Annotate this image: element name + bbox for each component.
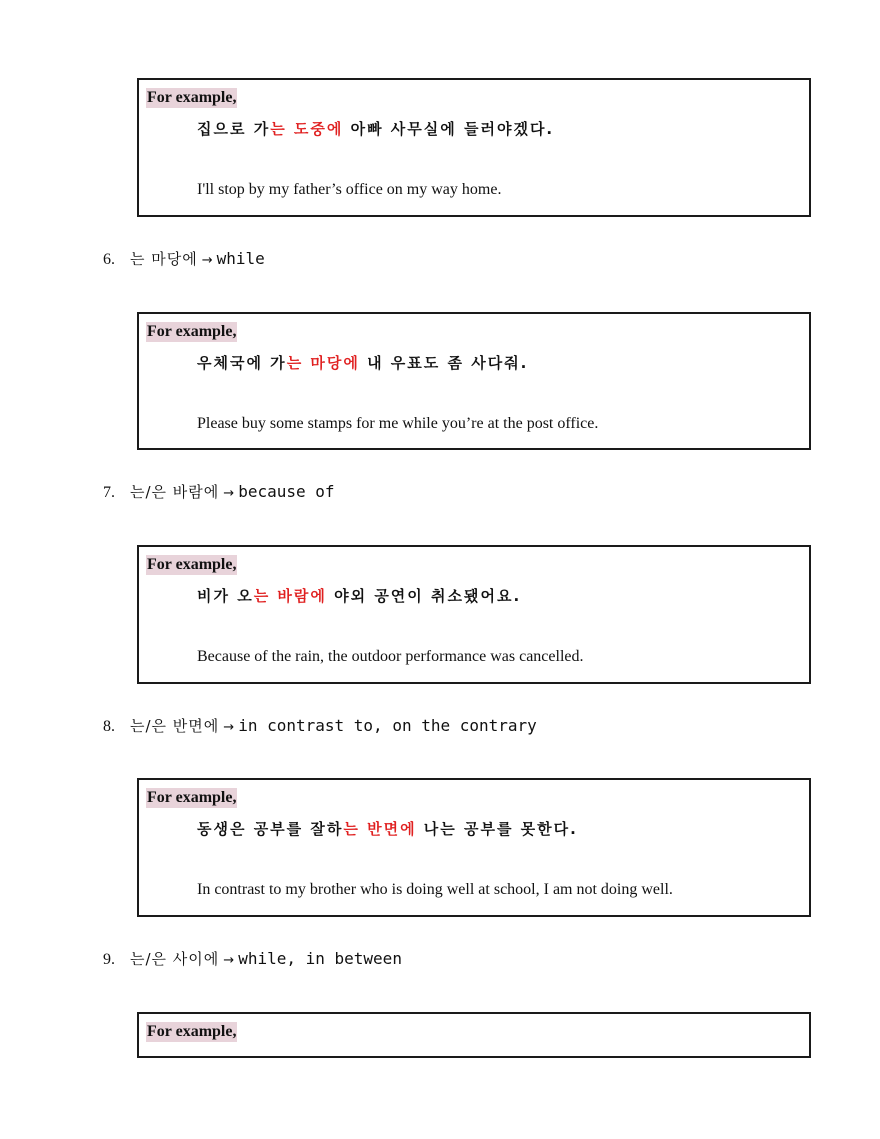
grammar-heading-8 (103, 715, 537, 739)
item-number: 8. (103, 718, 115, 735)
arrow-icon: → (223, 486, 235, 501)
example-label: For example, (147, 89, 237, 106)
korean-text: 아빠 사무실에 들러야겠다. (343, 120, 555, 138)
english-translation: Please buy some stamps for me while you’re at the post office. (197, 415, 599, 432)
english-translation: I'll stop by my father’s office on my way home. (197, 181, 502, 198)
grammar-pattern: 는 마당에 (130, 250, 198, 268)
grammar-pattern: 는/은 사이에 (130, 950, 220, 968)
english-translation: Because of the rain, the outdoor performance was cancelled. (197, 648, 584, 665)
item-number: 7. (103, 484, 115, 501)
korean-example-sentence (197, 352, 528, 374)
example-box-8 (137, 778, 811, 917)
grammar-heading-7 (103, 481, 335, 505)
example-box-7 (137, 545, 811, 684)
item-number: 9. (103, 951, 115, 968)
korean-text: 집으로 가 (197, 120, 271, 138)
example-label: For example, (147, 789, 237, 806)
arrow-icon: → (223, 953, 235, 968)
example-box-9 (137, 1012, 811, 1058)
korean-text: 우체국에 가 (197, 354, 287, 372)
english-translation: In contrast to my brother who is doing well at school, I am not doing well. (197, 881, 673, 898)
highlighted-grammar: 는 바람에 (253, 587, 327, 605)
example-box-5 (137, 78, 811, 217)
highlighted-grammar: 는 도중에 (270, 120, 344, 138)
grammar-meaning: in contrast to, on the contrary (238, 716, 537, 735)
grammar-pattern: 는/은 바람에 (130, 483, 220, 501)
item-number: 6. (103, 251, 115, 268)
arrow-icon: → (223, 720, 235, 735)
grammar-pattern: 는/은 반면에 (130, 717, 220, 735)
grammar-heading-6 (103, 248, 265, 272)
example-label: For example, (147, 1023, 237, 1040)
grammar-meaning: because of (238, 482, 335, 501)
example-label: For example, (147, 556, 237, 573)
grammar-heading-9 (103, 948, 402, 972)
korean-text: 야외 공연이 취소됐어요. (326, 587, 522, 605)
example-box-6 (137, 312, 811, 450)
korean-example-sentence (197, 818, 578, 840)
arrow-icon: → (201, 253, 213, 268)
highlighted-grammar: 는 마당에 (286, 354, 360, 372)
korean-example-sentence (197, 118, 554, 140)
grammar-meaning: while (216, 249, 265, 268)
example-label: For example, (147, 323, 237, 340)
korean-text: 비가 오 (197, 587, 254, 605)
korean-text: 내 우표도 좀 사다줘. (359, 354, 529, 372)
highlighted-grammar: 는 반면에 (343, 820, 417, 838)
korean-example-sentence (197, 585, 521, 607)
korean-text: 나는 공부를 못한다. (416, 820, 578, 838)
korean-text: 동생은 공부를 잘하 (197, 820, 344, 838)
grammar-meaning: while, in between (238, 949, 402, 968)
